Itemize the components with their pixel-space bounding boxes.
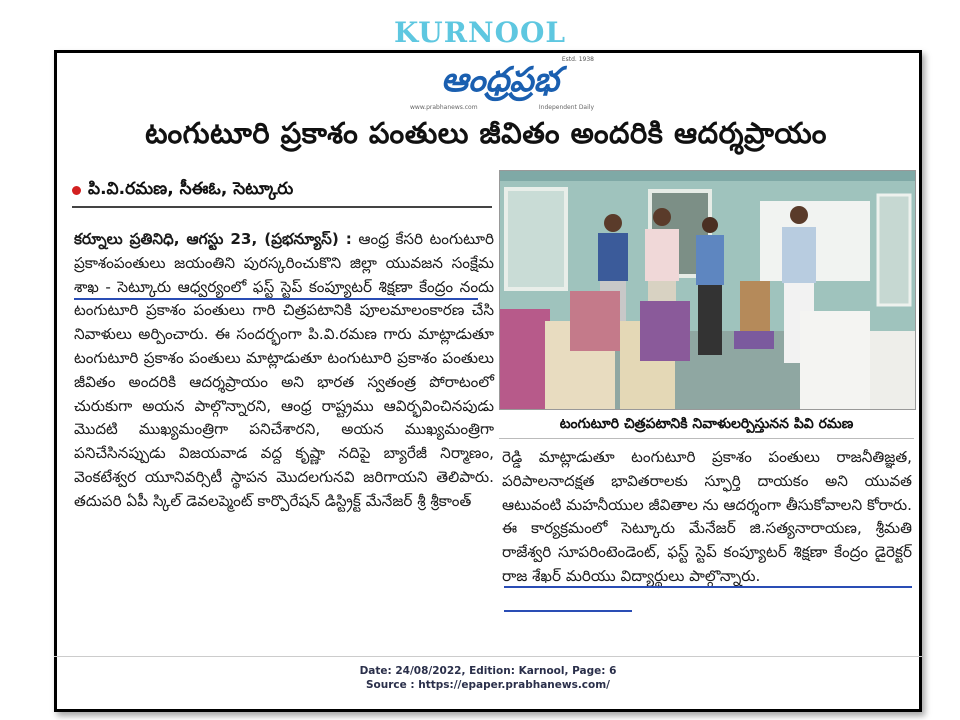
logo-text: ఆంధ్రప్రభ: [440, 60, 560, 100]
article-body-right: [502, 446, 912, 589]
tagline-label: Independent Daily: [538, 104, 594, 111]
edition-label: KURNOOL: [393, 16, 567, 49]
highlight-underline: [74, 298, 478, 300]
dateline: కర్నూలు ప్రతినిధి, ఆగస్టు 23, (ప్రభన్యూస్) :: [74, 230, 352, 248]
clipping-footer: [54, 664, 922, 692]
established-label: Estd. 1938: [561, 56, 594, 63]
body-right-text: రెడ్డి మాట్లాడుతూ టంగుటూరి ప్రకాశం పంతులు రాజనీతిజ్ఞత, పరిపాలనాదక్షత భావితరాలకు స్ఫూర్తి దాయకం అని యువత ఆటువంటి మహనీయుల జీవితాల ను ఆదర్శంగా తీసుకోవాలని కోరారు. ఈ కార్యక్రమంలో సెట్కూరు మేనేజర్ జి.సత్యనారాయణ, శ్రీమతి రాజేశ్వరి సూపరింటెండెంట్, ఫస్ట్ స్టెప్ కంప్యూటర్ శిక్షణా కేంద్రం డైరెక్టర్ రాజ శేఖర్ మరియు విద్యార్థులు పాల్గొన్నారు.: [502, 448, 912, 585]
footer-source: Source : https://epaper.prabhanews.com/: [365, 679, 611, 691]
article-headline: టంగుటూరి ప్రకాశం పంతులు జీవితం అందరికి ఆదర్శప్రాయం: [145, 116, 827, 150]
website-label: www.prabhanews.com: [410, 104, 478, 111]
bullet-icon: [72, 186, 81, 195]
byline: [72, 176, 492, 206]
highlight-underline: [504, 586, 912, 588]
body-left-text: ఆంధ్ర కేసరి టంగుటూరి ప్రకాశంపంతులు జయంతిని పురస్కరించుకొని జిల్లా యువజన సంక్షేమ శాఖ - సెట్కూరు ఆధ్వర్యంలో ఫస్ట్ స్టెప్ కంప్యూటర్ శిక్షణా కేంద్రం నందు టంగుటూరి ప్రకాశం పంతులు గారి చిత్రపటానికి పూలమాలంకారణ చేసి నివాళులు అర్పించారు. ఈ సందర్భంగా పి.వి.రమణ గారు మాట్లాడుతూ టంగుటూరి ప్రకాశం పంతులు మాట్లాడుతూ టంగుటూరి ప్రకాశం పంతులు జీవితం అందరికి ఆదర్శప్రాయం అని భారత స్వతంత్ర పోరాటంలో చురుకుగా అయన పాల్గొన్నారని, ఆంధ్ర రాష్ట్రము ఆవిర్భవించినపుడు మొదటి ముఖ్యమంత్రిగా పనిచేశారని, అయన ముఖ్యమంత్రిగా పనిచేసినప్పుడు విజయవాడ వద్ద కృష్ణా నదిపై బ్యారేజీ నిర్మాణం, వెంకటేశ్వర యూనివర్సిటీ స్థాపన మొదలగునవి జరిగాయని తెలిపారు. తదుపరి ఏపీ స్కిల్ డెవలప్మెంట్ కార్పొరేషన్ డిస్ట్రిక్ట్ మేనేజర్ శ్రీ శ్రీకాంత్: [74, 230, 494, 510]
masthead-logo: [400, 56, 600, 111]
byline-text: పి.వి.రమణ, సీఈఓ, సెట్కూరు: [88, 179, 294, 199]
photo-caption: టంగుటూరి చిత్రపటానికి నివాళులర్పిస్తునన పివి రమణ: [499, 410, 914, 439]
footer-date: Date: 24/08/2022, Edition: Karnool, Page: 6: [359, 665, 617, 677]
highlight-underline: [504, 610, 632, 612]
footer-divider: [54, 656, 922, 657]
byline-rule: [72, 206, 492, 208]
article-body-left: [74, 228, 494, 514]
event-photo: [499, 170, 916, 410]
photo-illustration: [500, 171, 915, 409]
